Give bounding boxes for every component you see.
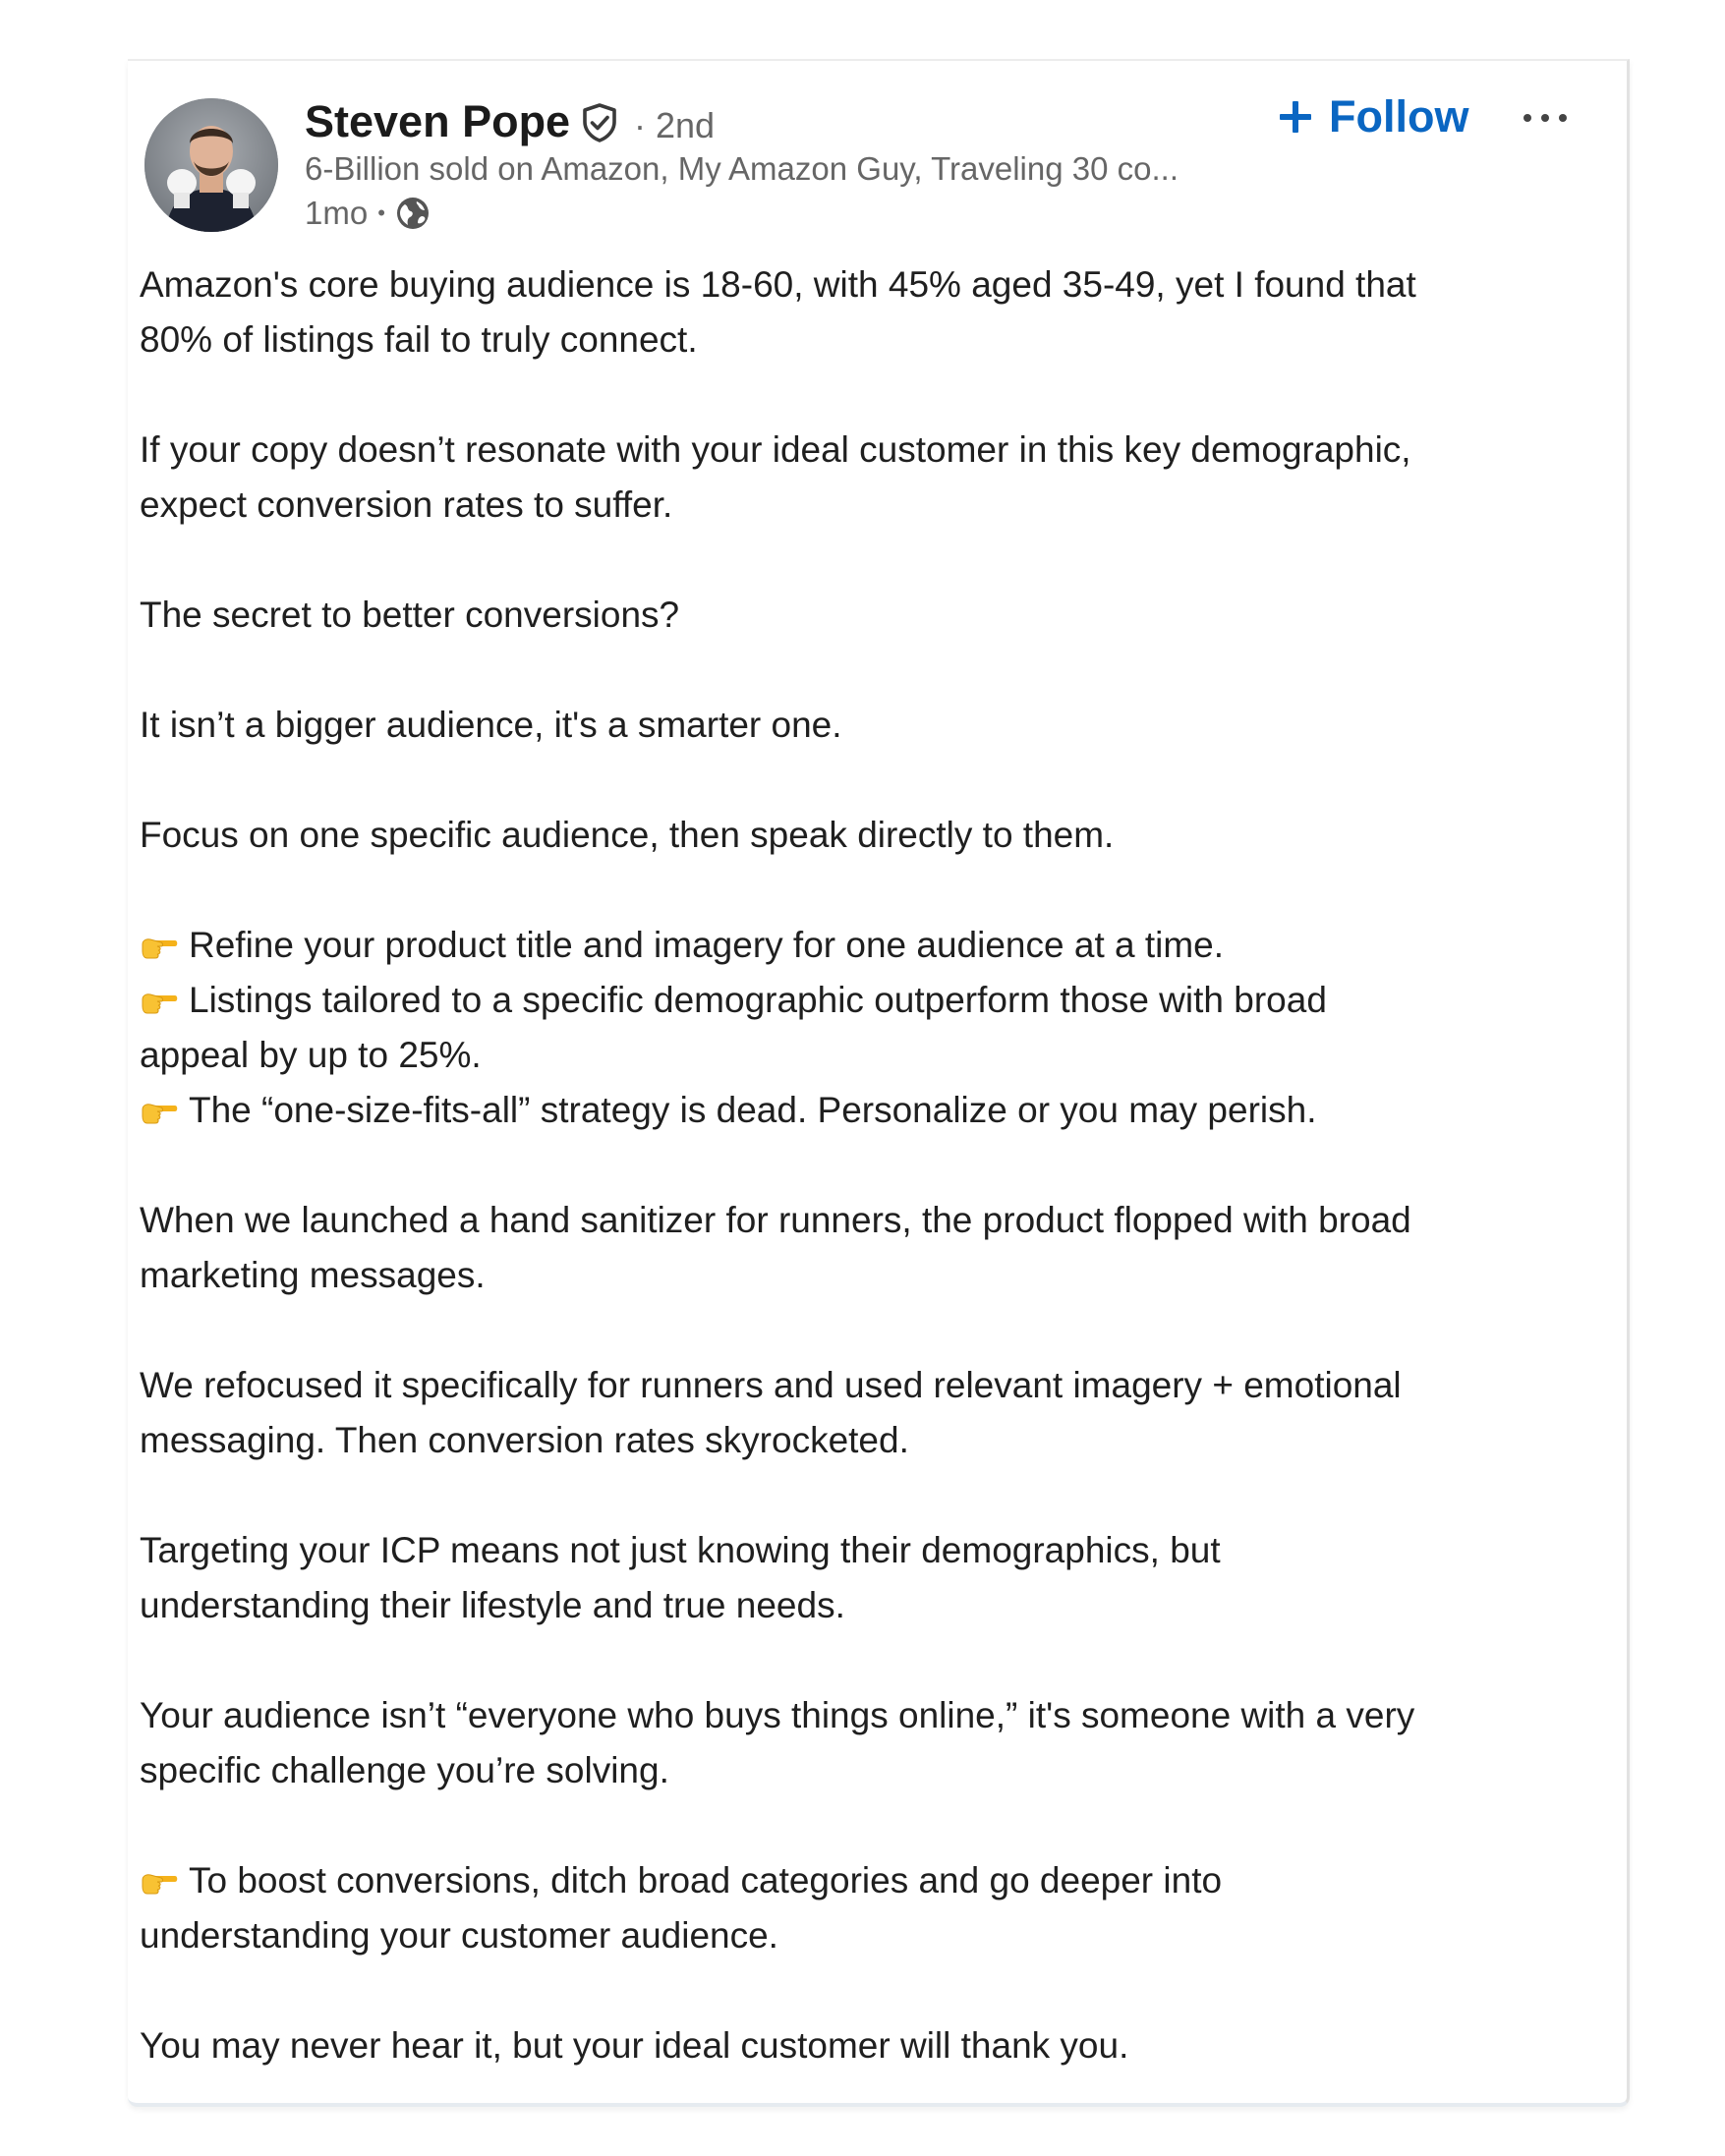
post-body bbox=[140, 257, 1604, 2073]
globe-icon bbox=[395, 196, 431, 231]
post-line: When we launched a hand sanitizer for runners, the product flopped with broad bbox=[140, 1200, 1411, 1240]
bullet-text: The “one-size-fits-all” strategy is dead. Personalize or you may perish. bbox=[189, 1090, 1317, 1130]
post-time: 1mo bbox=[305, 195, 369, 231]
post-line: It isn’t a bigger audience, it's a smarter one. bbox=[140, 705, 842, 745]
post-meta bbox=[305, 192, 431, 235]
post-line bbox=[140, 973, 1604, 1028]
follow-label: Follow bbox=[1329, 91, 1469, 142]
post-line: If your copy doesn’t resonate with your ideal customer in this key demographic, bbox=[140, 429, 1411, 470]
post-line bbox=[140, 918, 1604, 973]
ellipsis-icon bbox=[1522, 112, 1569, 124]
post-paragraph bbox=[140, 698, 1604, 753]
post-line: specific challenge you’re solving. bbox=[140, 1750, 669, 1790]
post-line: understanding your customer audience. bbox=[140, 1915, 778, 1956]
post-line: Targeting your ICP means not just knowing their demographics, but bbox=[140, 1530, 1221, 1570]
post-line: messaging. Then conversion rates skyrocketed. bbox=[140, 1420, 909, 1460]
post-paragraph bbox=[140, 1193, 1604, 1303]
author-name[interactable]: Steven Pope bbox=[305, 96, 571, 146]
meta-separator: • bbox=[377, 200, 385, 225]
post-line: understanding their lifestyle and true needs. bbox=[140, 1585, 845, 1625]
post-line: appeal by up to 25%. bbox=[140, 1035, 482, 1075]
follow-button[interactable] bbox=[1278, 86, 1468, 147]
post-paragraph bbox=[140, 808, 1604, 863]
post-line bbox=[140, 1853, 1604, 1908]
more-options-button[interactable] bbox=[1520, 98, 1571, 138]
bullet-text: Listings tailored to a specific demographic outperform those with broad bbox=[189, 980, 1327, 1020]
avatar[interactable] bbox=[144, 98, 278, 232]
connection-degree: · 2nd bbox=[634, 105, 716, 145]
pointing-right-icon bbox=[140, 935, 179, 960]
pointing-right-icon bbox=[140, 990, 179, 1015]
post-line: Focus on one specific audience, then speak directly to them. bbox=[140, 815, 1115, 855]
post-line: marketing messages. bbox=[140, 1255, 486, 1295]
post-line: You may never hear it, but your ideal customer will thank you. bbox=[140, 2025, 1129, 2066]
post-paragraph bbox=[140, 1358, 1604, 1468]
post-line: 80% of listings fail to truly connect. bbox=[140, 319, 698, 360]
post-line: We refocused it specifically for runners and used relevant imagery + emotional bbox=[140, 1365, 1402, 1405]
plus-icon bbox=[1278, 99, 1313, 135]
pointing-right-icon bbox=[140, 1870, 179, 1896]
post-line: Amazon's core buying audience is 18-60, with 45% aged 35-49, yet I found that bbox=[140, 264, 1416, 305]
post-paragraph bbox=[140, 1688, 1604, 1798]
author-headline: 6-Billion sold on Amazon, My Amazon Guy, Traveling 30 co... bbox=[305, 150, 1179, 187]
post-line bbox=[140, 1083, 1604, 1138]
post-paragraph bbox=[140, 257, 1604, 368]
post-paragraph bbox=[140, 588, 1604, 643]
post-line: The secret to better conversions? bbox=[140, 595, 680, 635]
post-line: Your audience isn’t “everyone who buys things online,” it's someone with a very bbox=[140, 1695, 1415, 1735]
bullet-text: To boost conversions, ditch broad categories and go deeper into bbox=[189, 1860, 1223, 1901]
post-paragraph bbox=[140, 423, 1604, 533]
post-line: expect conversion rates to suffer. bbox=[140, 484, 673, 525]
bullet-text: Refine your product title and imagery for one audience at a time. bbox=[189, 925, 1225, 965]
post-paragraph bbox=[140, 2018, 1604, 2073]
post-paragraph bbox=[140, 1523, 1604, 1633]
post-paragraph bbox=[140, 918, 1604, 1138]
post-paragraph bbox=[140, 1853, 1604, 1963]
pointing-right-icon bbox=[140, 1100, 179, 1125]
shield-check-icon bbox=[578, 101, 621, 144]
